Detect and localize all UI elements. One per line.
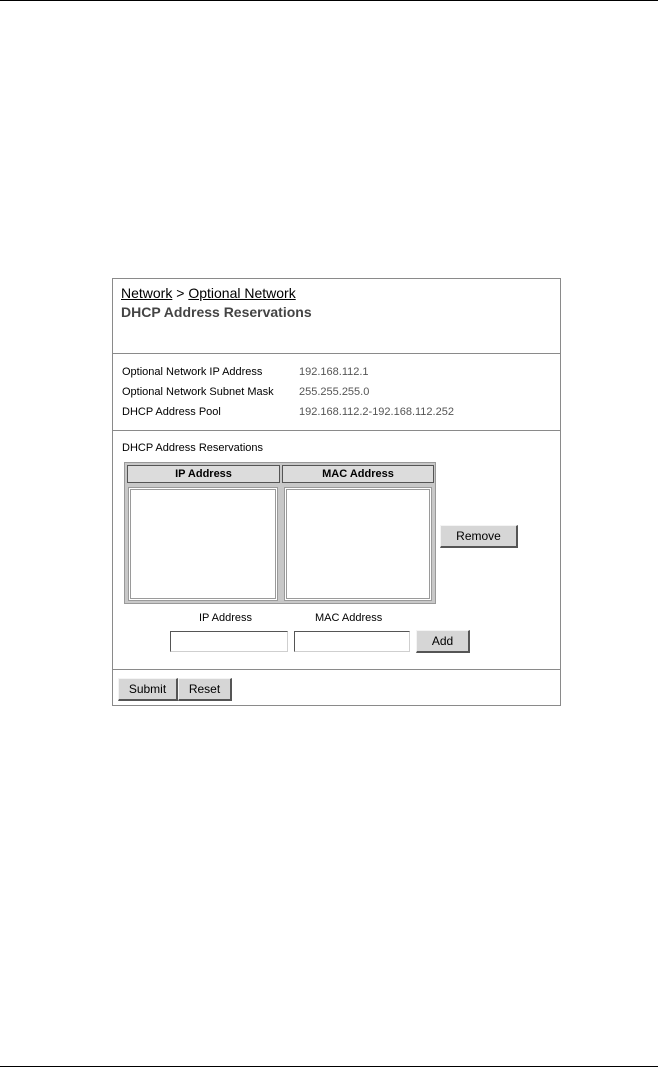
column-header-ip: IP Address [127,465,280,483]
ip-address-list[interactable] [128,487,278,601]
info-label-pool: DHCP Address Pool [122,406,221,418]
info-value-ip: 192.168.112.1 [299,366,369,378]
breadcrumb-separator: > [176,285,185,301]
dhcp-reservations-panel [112,278,561,706]
info-value-subnet: 255.255.255.0 [299,386,370,398]
mac-address-input[interactable] [294,631,410,652]
divider [113,353,560,354]
submit-button[interactable]: Submit [118,678,178,701]
reservations-table [124,462,436,604]
column-header-mac: MAC Address [282,465,434,483]
remove-button[interactable]: Remove [440,525,518,548]
ip-address-label: IP Address [199,612,252,624]
breadcrumb-optional-network-link[interactable]: Optional Network [188,285,296,301]
mac-address-label: MAC Address [315,612,383,624]
divider [113,669,560,670]
divider [113,430,560,431]
info-label-subnet: Optional Network Subnet Mask [122,386,274,398]
add-button[interactable]: Add [416,630,470,653]
info-value-pool: 192.168.112.2-192.168.112.252 [299,406,454,418]
page-top-rule [0,0,658,1]
reservations-section-label: DHCP Address Reservations [122,442,264,454]
reset-button[interactable]: Reset [178,678,232,701]
breadcrumb-network-link[interactable]: Network [121,285,173,301]
page-title: DHCP Address Reservations [121,304,312,320]
info-label-ip: Optional Network IP Address [122,366,263,378]
mac-address-list[interactable] [284,487,432,601]
ip-address-input[interactable] [170,631,288,652]
breadcrumb [121,285,296,301]
